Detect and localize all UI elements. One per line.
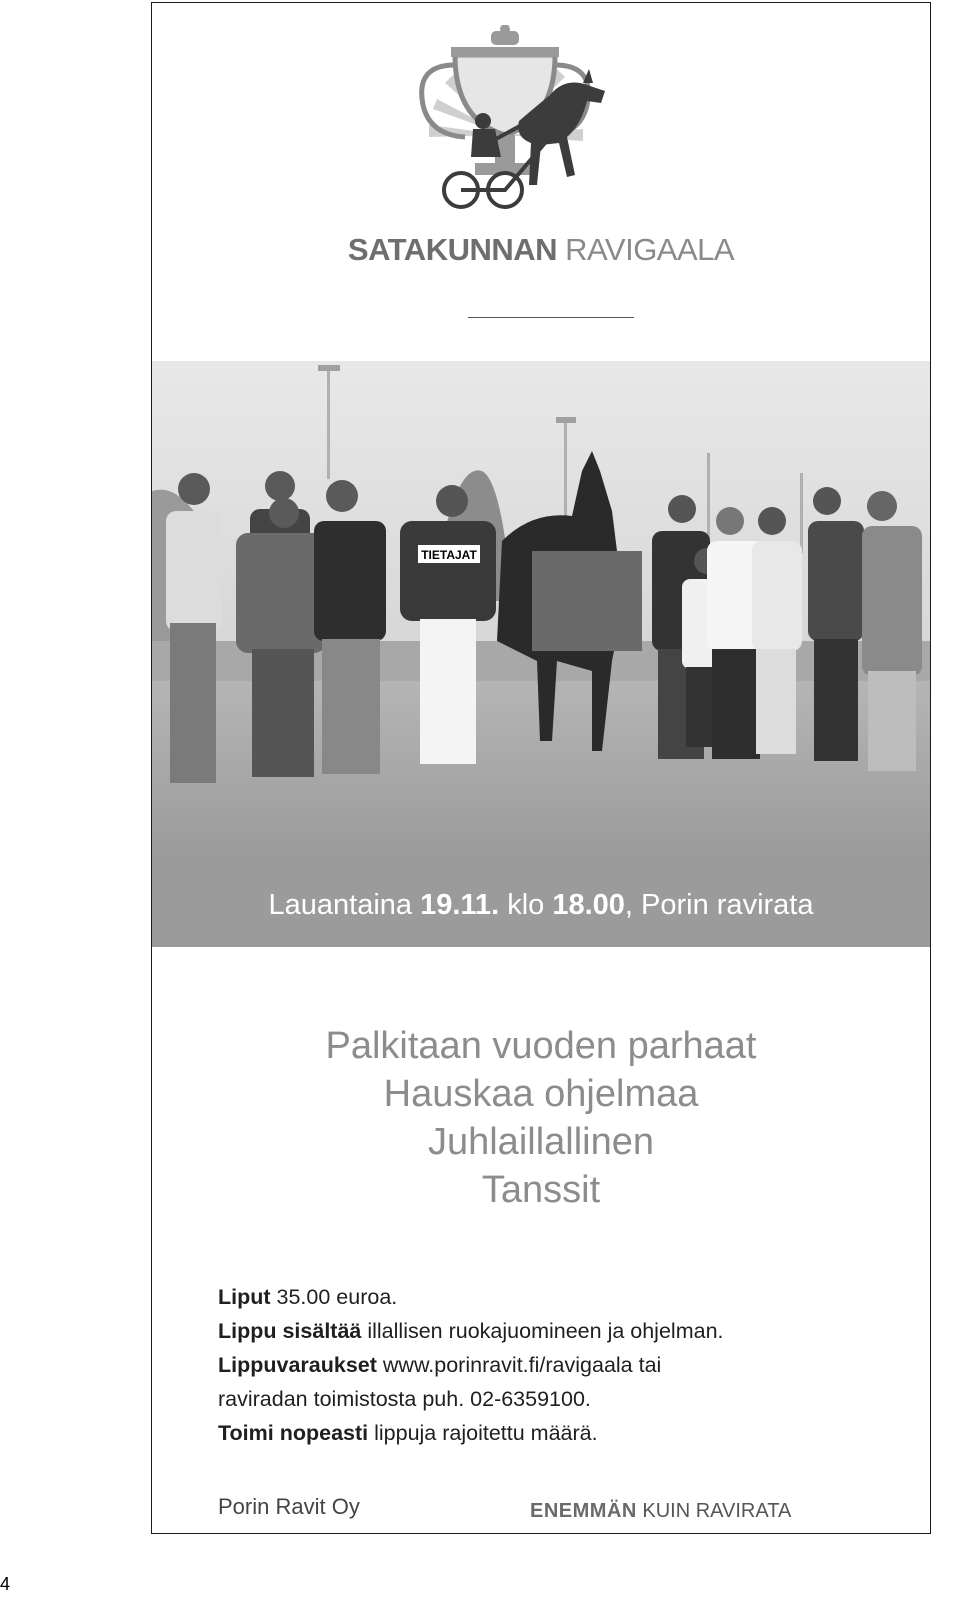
event-time-prefix: klo <box>507 889 545 921</box>
event-date: 19.11. <box>420 889 500 921</box>
tickets-text: 35.00 euroa. <box>270 1285 398 1309</box>
organizer-name: Porin Ravit Oy <box>218 1494 360 1519</box>
booking-text-2: raviradan toimistosta puh. 02-6359100. <box>218 1387 591 1411</box>
hurry-text: lippuja rajoitettu määrä. <box>368 1421 598 1445</box>
event-place: , Porin ravirata <box>624 889 814 921</box>
program-list <box>151 1022 931 1214</box>
tickets-label: Liput <box>218 1285 271 1309</box>
slogan <box>530 1500 791 1523</box>
divider <box>468 317 634 318</box>
trophy-with-trotting-horse-icon <box>305 25 645 215</box>
hurry-label: Toimi nopeasti <box>218 1421 369 1445</box>
program-item: Juhlaillallinen <box>427 1121 655 1163</box>
booking-text: www.porinravit.fi/ravigaala tai <box>376 1353 662 1377</box>
page-number: 4 <box>0 1574 11 1594</box>
slogan-rest: KUIN RAVIRATA <box>636 1500 792 1522</box>
brand-title-bold: SATAKUNNAN <box>347 232 558 267</box>
event-time: 18.00 <box>552 889 625 921</box>
booking-label: Lippuvaraukset <box>218 1353 377 1377</box>
includes-label: Lippu sisältää <box>218 1319 362 1343</box>
ticket-info <box>218 1280 918 1450</box>
jacket-text: TIETAJAT <box>421 548 477 562</box>
program-item: Tanssit <box>481 1169 601 1211</box>
event-day: Lauantaina <box>268 889 413 921</box>
program-item: Palkitaan vuoden parhaat <box>325 1025 757 1067</box>
includes-text: illallisen ruokajuomineen ja ohjelman. <box>361 1319 724 1343</box>
brand-title-light: RAVIGAALA <box>565 232 735 267</box>
event-date-banner <box>152 863 930 947</box>
brand-title <box>151 232 931 268</box>
slogan-bold: ENEMMÄN <box>530 1500 637 1522</box>
program-item: Hauskaa ohjelmaa <box>383 1073 699 1115</box>
group-photo-with-horse-icon <box>152 361 930 863</box>
